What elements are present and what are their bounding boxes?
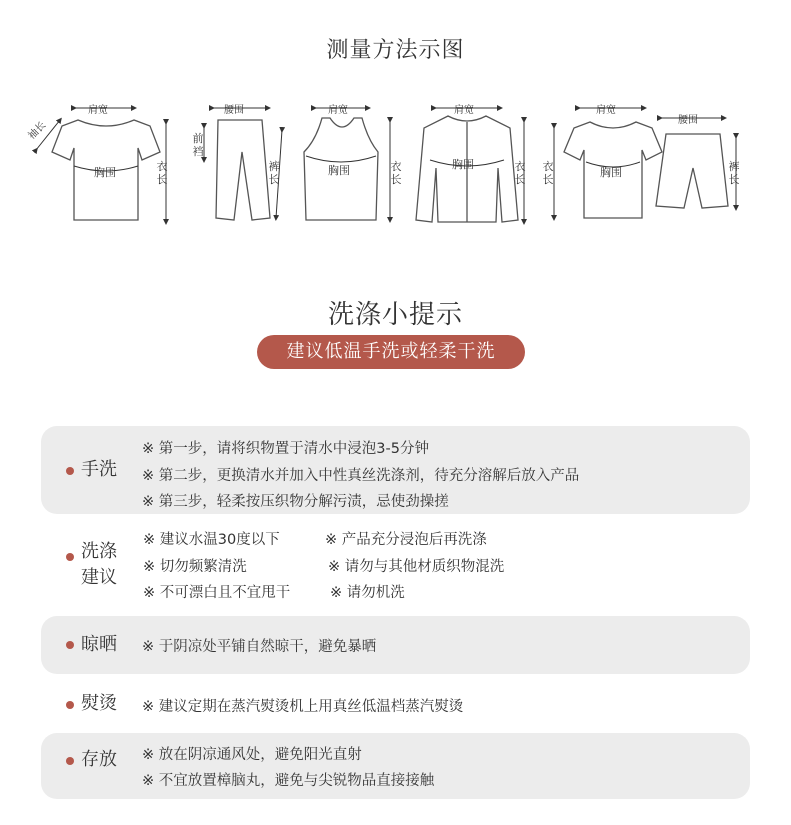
wash-advice-title-line2: 建议 [81, 567, 117, 588]
wash-tips-title: 洗涤小提示 [327, 300, 463, 330]
ironing-section [41, 682, 750, 728]
jacket-chest-label: 胸围 [452, 158, 474, 171]
bullet-dot [66, 641, 74, 649]
tshirt-length-label: 衣长 [156, 160, 168, 186]
wash-advice-item: ※ 建议水温30度以下 [143, 532, 280, 548]
set-waist-label: 腰围 [678, 115, 698, 126]
tshirt-sleeve-label: 袖长 [26, 119, 49, 142]
tank-length-label: 衣长 [390, 160, 402, 186]
ironing-tip: ※ 建议定期在蒸汽熨烫机上用真丝低温档蒸汽熨烫 [142, 699, 464, 715]
bullet-dot [66, 553, 74, 561]
hand-wash-section [41, 426, 750, 514]
tshirt-shoulder-label: 肩宽 [88, 105, 108, 116]
jacket-shoulder-label: 肩宽 [454, 105, 474, 116]
ironing-title: 熨烫 [81, 693, 117, 714]
wash-advice-item: ※ 请勿机洗 [330, 585, 405, 601]
hand-wash-step-3: ※ 第三步，轻柔按压织物分解污渍，忌使劲操搓 [142, 494, 449, 510]
jacket-length-label: 衣长 [514, 160, 526, 186]
set-pants-length-label: 裤长 [728, 160, 740, 186]
wash-advice-item: ※ 产品充分浸泡后再洗涤 [325, 532, 487, 548]
pants-waist-label: 腰围 [224, 105, 244, 116]
drying-title: 晾晒 [81, 634, 117, 655]
pants-outline [216, 120, 270, 220]
bullet-dot [66, 757, 74, 765]
set-chest-label: 胸围 [600, 166, 622, 179]
storage-title: 存放 [81, 749, 117, 770]
tshirt-chest-label: 胸围 [94, 166, 116, 179]
wash-subtitle-badge: 建议低温手洗或轻柔干洗 [257, 335, 525, 369]
storage-tip-1: ※ 放在阴凉通风处，避免阳光直射 [142, 747, 362, 763]
storage-tip-2: ※ 不宜放置樟脑丸，避免与尖锐物品直接接触 [142, 773, 435, 789]
tank-chest-label: 胸围 [328, 164, 350, 177]
storage-section [41, 733, 750, 799]
wash-advice-section [41, 522, 750, 608]
tank-shoulder-label: 肩宽 [328, 105, 348, 116]
pants-rise-label: 前裆 [192, 132, 204, 158]
measure-title: 测量方法示图 [326, 38, 465, 63]
set-length-label: 衣长 [542, 160, 554, 186]
measurement-diagram [26, 90, 761, 240]
wash-advice-title-line1: 洗涤 [81, 541, 117, 562]
hand-wash-step-1: ※ 第一步，请将织物置于清水中浸泡3-5分钟 [142, 441, 429, 457]
wash-advice-item: ※ 不可漂白且不宜甩干 [143, 585, 291, 601]
set-shoulder-label: 肩宽 [596, 105, 616, 116]
bullet-dot [66, 467, 74, 475]
hand-wash-step-2: ※ 第二步，更换清水并加入中性真丝洗涤剂，待充分溶解后放入产品 [142, 468, 580, 484]
wash-advice-item: ※ 切勿频繁清洗 [143, 559, 247, 575]
wash-advice-item: ※ 请勿与其他材质织物混洗 [328, 559, 505, 575]
set-shorts-outline [656, 134, 728, 208]
hand-wash-title: 手洗 [81, 459, 117, 480]
bullet-dot [66, 701, 74, 709]
pants-length-label: 裤长 [268, 160, 280, 186]
drying-tip: ※ 于阴凉处平铺自然晾干，避免暴晒 [142, 639, 377, 655]
drying-section [41, 616, 750, 674]
